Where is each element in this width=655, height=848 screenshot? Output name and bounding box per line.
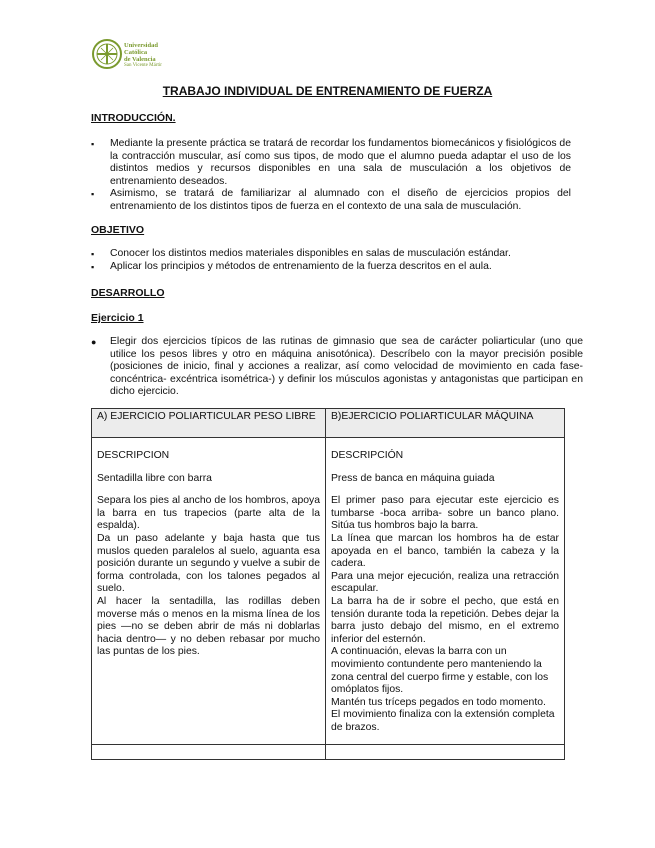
intro-item-text: Mediante la presente práctica se tratará de recordar los fundamentos biomecánicos y fisiológicos de la contracción muscular, así como sus tipos, de modo que el alumno pueda adaptar el uso de los distintos medios y recursos disponibles en una sala de musculación a los objetivos de entrenamiento deseados. xyxy=(110,138,571,187)
objetivo-item xyxy=(91,261,571,274)
col-a-cell xyxy=(92,438,326,745)
ejercicio-heading: Ejercicio 1 xyxy=(91,312,144,324)
col-a-name: Sentadilla libre con barra xyxy=(97,472,212,484)
col-a-paragraph: Da un paso adelante y baja hasta que tus muslos queden paralelos al suelo, aguanta esa posición durante un segundo y vuelve a subir de forma controlada, con los talones pegados al suelo. xyxy=(97,532,320,595)
intro-item xyxy=(91,138,571,188)
col-b-paragraph: Para una mejor ejecución, realiza una retracción escapular. xyxy=(331,570,559,595)
objetivo-heading: OBJETIVO xyxy=(91,224,145,236)
bullet-icon: ▪ xyxy=(91,249,95,259)
empty-cell xyxy=(326,745,565,760)
col-b-paragraph: La barra ha de ir sobre el pecho, que está en tensión durante toda la repetición. Debes dejar la barra justo debajo del mismo, en el extremo inferior del esternón. xyxy=(331,595,559,645)
intro-list xyxy=(91,138,571,214)
col-b-paragraph: A continuación, elevas la barra con un movimiento contundente pero manteniendo la zona central del cuerpo firme y estable, con los omóplatos fijos. xyxy=(331,646,549,696)
intro-item-text: Asimismo, se tratará de familiarizar al alumnado con el diseño de ejercicios propios del entrenamiento de los distintos tipos de fuerza en el contexto de una sala de musculación. xyxy=(110,188,571,212)
bullet-icon: ▪ xyxy=(91,139,95,149)
bullet-icon: ● xyxy=(91,337,97,347)
university-logo-text xyxy=(124,43,162,69)
col-b-paragraph: El primer paso para ejecutar este ejercicio es tumbarse -boca arriba- sobre un banco plano. Sitúa tus hombros bajo la barra. xyxy=(331,495,559,532)
table-row xyxy=(92,438,565,745)
logo-line-2: Católica xyxy=(124,48,148,56)
bullet-icon: ▪ xyxy=(91,261,95,272)
col-b-header: B)EJERCICIO POLIARTICULAR MÁQUINA xyxy=(326,409,565,438)
objetivo-item xyxy=(91,248,571,261)
col-b-paragraph: La línea que marcan los hombros ha de estar apoyada en el banco, también la cabeza y la cadera. xyxy=(331,532,559,570)
col-a-header: A) EJERCICIO POLIARTICULAR PESO LIBRE xyxy=(92,409,326,438)
document-title: TRABAJO INDIVIDUAL DE ENTRENAMIENTO DE FUERZA xyxy=(162,84,493,98)
logo-line-1: Universidad xyxy=(124,42,158,49)
objetivo-item-text: Conocer los distintos medios materiales disponibles en salas de musculación estándar. xyxy=(110,248,511,259)
empty-cell xyxy=(92,745,326,760)
table-header-row xyxy=(92,409,565,438)
desarrollo-heading: DESARROLLO xyxy=(91,287,165,299)
objetivo-item-text: Aplicar los principios y métodos de entrenamiento de la fuerza descritos en el aula. xyxy=(110,260,492,272)
intro-heading: INTRODUCCIÓN. xyxy=(91,112,176,124)
col-b-name: Press de banca en máquina guiada xyxy=(331,472,495,484)
col-a-paragraph: Al hacer la sentadilla, las rodillas deben moverse más o menos en la misma línea de los pies —no se deben abrir de más ni doblarlas hacia dentro— y no deben rebasar por mucho las puntas de los pies. xyxy=(97,595,320,658)
exercise-instruction xyxy=(91,336,583,399)
bullet-icon: ▪ xyxy=(91,189,95,200)
exercise-instruction-text: Elegir dos ejercicios típicos de las rutinas de gimnasio que sea de carácter poliarticular (uno que utilice los pesos libres y otro en máquina anisotónica). Descríbelo con la mayor precisión posible (posiciones de inicio, final y acciones a realizar, así como velocidad de movimiento en cada fase- concéntrica- excéntrica isométrica-) y definir los músculos agonistas y antagonistas que participan en dicho ejercicio. xyxy=(110,336,583,398)
col-a-paragraph: Separa los pies al ancho de los hombros, apoya la barra en tus trapecios (parte alta de la espalda). xyxy=(97,495,320,532)
exercise-table xyxy=(91,408,565,760)
logo-line-4: San Vicente Mártir xyxy=(124,63,162,69)
col-b-paragraph: Mantén tus tríceps pegados en todo momento. xyxy=(331,696,546,708)
col-b-cell xyxy=(326,438,565,745)
col-b-desc-label: DESCRIPCIÓN xyxy=(331,450,404,461)
table-row-empty xyxy=(92,745,565,760)
objetivo-list xyxy=(91,248,571,273)
col-b-paragraph: El movimiento finaliza con la extensión completa de brazos. xyxy=(331,709,555,733)
intro-item xyxy=(91,188,571,213)
logo-line-3: de Valencia xyxy=(124,55,156,63)
col-a-desc-label: DESCRIPCION xyxy=(97,450,170,461)
